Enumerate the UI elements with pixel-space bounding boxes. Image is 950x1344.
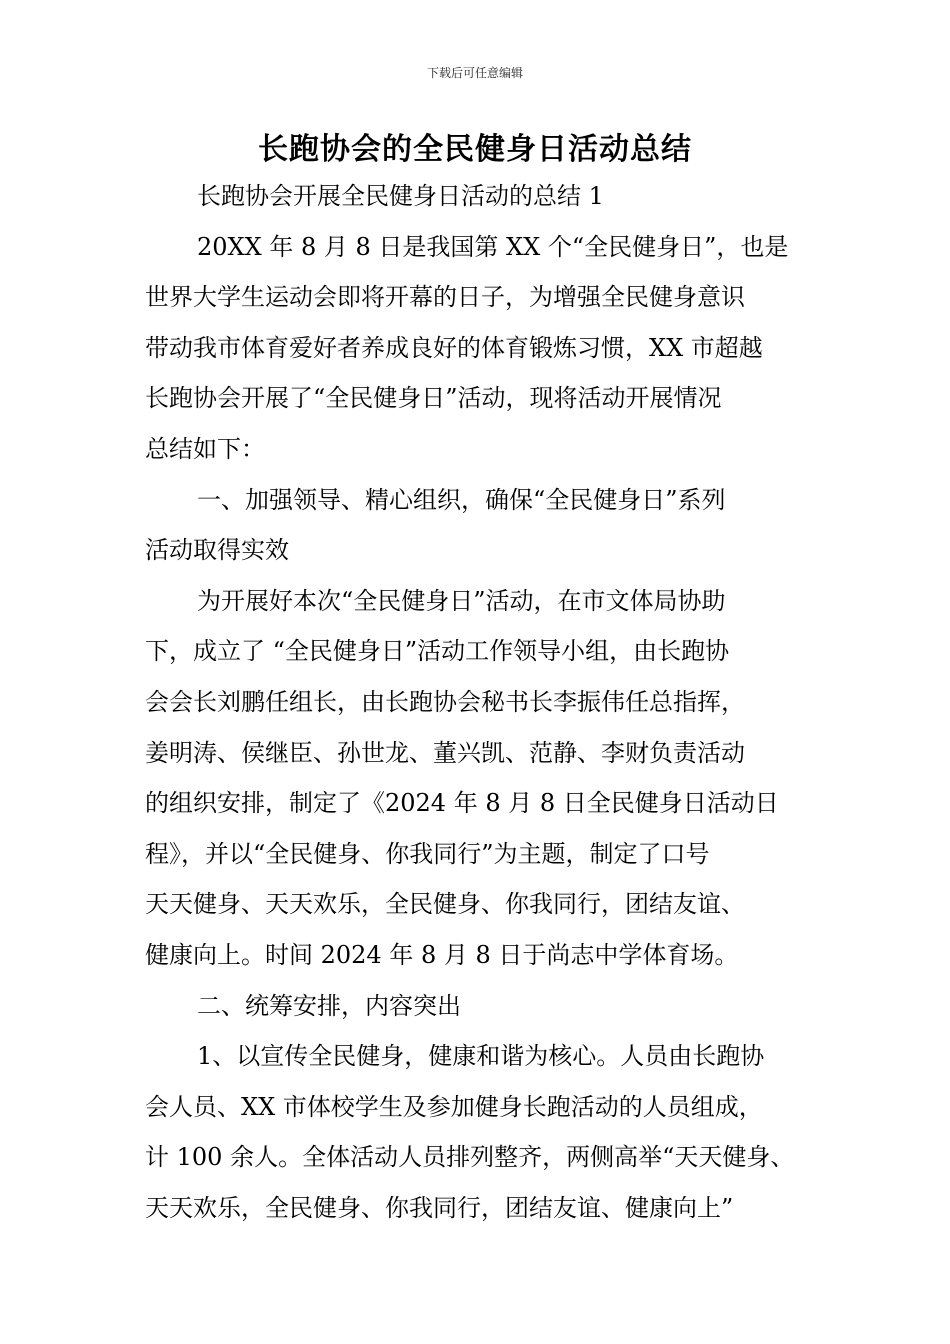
paragraph-line: 为开展好本次“全民健身日”活动，在市文体局协助 bbox=[197, 586, 726, 615]
heading-line: 二、统筹安排，内容突出 bbox=[197, 991, 461, 1020]
paragraph-line: 下，成立了 “全民健身日”活动工作领导小组，由长跑协 bbox=[145, 637, 730, 666]
paragraph-line: 的组织安排，制定了《2024 年 8 月 8 日全民健身日活动日 bbox=[145, 789, 779, 818]
paragraph-line: 天天健身、天天欢乐，全民健身、你我同行，团结友谊、 bbox=[145, 890, 745, 919]
paragraph-line: 总结如下： bbox=[145, 434, 265, 463]
section-heading-line: 长跑协会开展全民健身日活动的总结 1 bbox=[197, 182, 604, 210]
heading-line: 一、加强领导、精心组织，确保“全民健身日”系列 bbox=[197, 485, 726, 514]
paragraph-line: 会会长刘鹏任组长，由长跑协会秘书长李振伟任总指挥， bbox=[145, 687, 745, 716]
paragraph-line: 天天欢乐，全民健身、你我同行，团结友谊、健康向上” bbox=[145, 1193, 734, 1222]
document-title: 长跑协会的全民健身日活动总结 bbox=[258, 132, 692, 167]
paragraph-line: 长跑协会开展了“全民健身日”活动，现将活动开展情况 bbox=[145, 384, 722, 413]
paragraph-line: 计 100 余人。全体活动人员排列整齐，两侧高举“天天健身、 bbox=[145, 1143, 795, 1172]
paragraph-line: 带动我市体育爱好者养成良好的体育锻炼习惯，XX 市超越 bbox=[145, 333, 763, 362]
paragraph-line: 姜明涛、侯继臣、孙世龙、董兴凯、范静、李财负责活动 bbox=[145, 738, 745, 767]
paragraph-line: 健康向上。时间 2024 年 8 月 8 日于尚志中学体育场。 bbox=[145, 940, 739, 969]
header-note: 下载后可任意编辑 bbox=[426, 66, 523, 80]
paragraph-line: 程》，并以“全民健身、你我同行”为主题，制定了口号 bbox=[145, 839, 710, 868]
paragraph-line: 会人员、XX 市体校学生及参加健身长跑活动的人员组成， bbox=[145, 1092, 763, 1121]
heading-line: 活动取得实效 bbox=[145, 536, 289, 565]
paragraph-line: 世界大学生运动会即将开幕的日子，为增强全民健身意识 bbox=[145, 283, 745, 312]
document-body bbox=[145, 171, 820, 1233]
paragraph-line: 1、以宣传全民健身，健康和谐为核心。人员由长跑协 bbox=[197, 1042, 765, 1071]
paragraph-line: 20XX 年 8 月 8 日是我国第 XX 个“全民健身日”，也是 bbox=[197, 232, 789, 261]
